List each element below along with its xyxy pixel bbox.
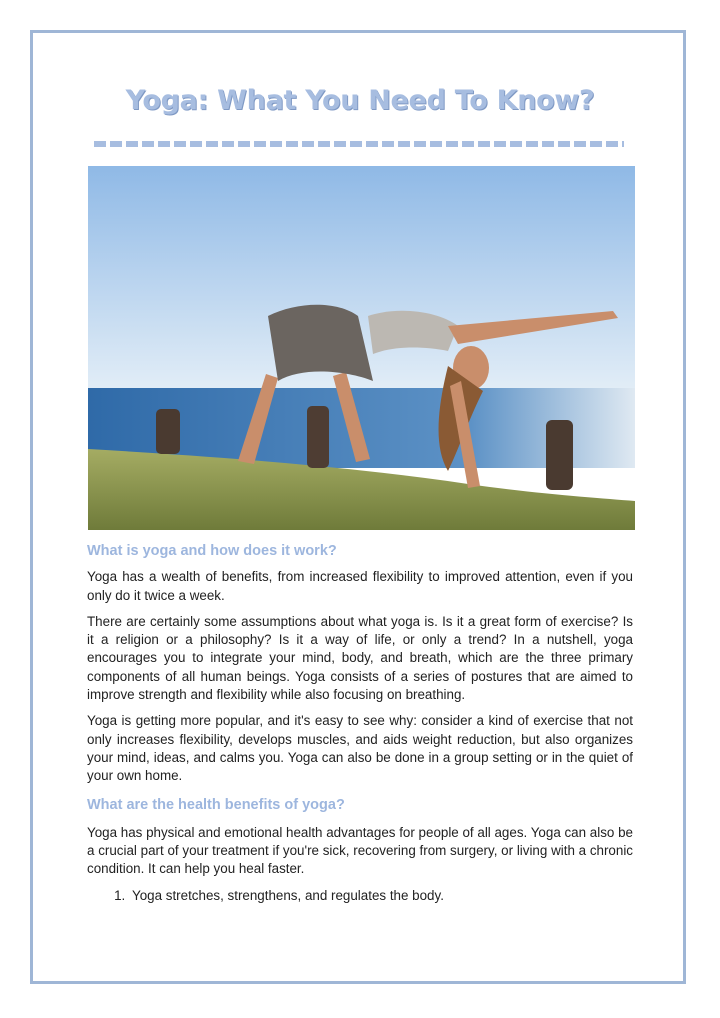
section-heading-what-is-yoga: What is yoga and how does it work? [87,543,337,559]
post-right [546,420,573,490]
page-title: Yoga: What You Need To Know? [125,85,595,116]
benefits-list [87,887,633,905]
post-left [156,409,180,454]
list-item: 1. Yoga stretches, strengthens, and regulates the body. [129,887,633,905]
section-heading-health-benefits: What are the health benefits of yoga? [87,796,345,813]
paragraph: There are certainly some assumptions about what yoga is. Is it a great form of exercise? Is it a religion or a philosophy? Is it a way of life, or only a trend? In a nutshell, yoga encourages you to integrate your mind, body, and breath, which are the three primary components of all human beings. Yoga consists of a series of postures that are aimed to improve strength and flexibility while also focusing on breathing. [87,613,633,703]
yoga-photo-illustration [88,166,635,530]
paragraph: Yoga has a wealth of benefits, from increased flexibility to improved attention, even if you only do it twice a week. [87,569,633,603]
paragraph: Yoga has physical and emotional health advantages for people of all ages. Yoga can also be a crucial part of your treatment if you're sick, recovering from surgery, or living with a chronic condition. It can help you heal faster. [87,824,633,877]
title-underline [94,141,624,147]
article-body [87,540,633,905]
paragraph: Yoga is getting more popular, and it's easy to see why: consider a kind of exercise that not only increases flexibility, develops muscles, and aids weight reduction, but also organizes your mind, ideas, and calms you. Yoga can also be done in a group setting or in the quiet of your own home. [87,713,633,784]
post-center [307,406,329,468]
yoga-photo [88,166,635,530]
